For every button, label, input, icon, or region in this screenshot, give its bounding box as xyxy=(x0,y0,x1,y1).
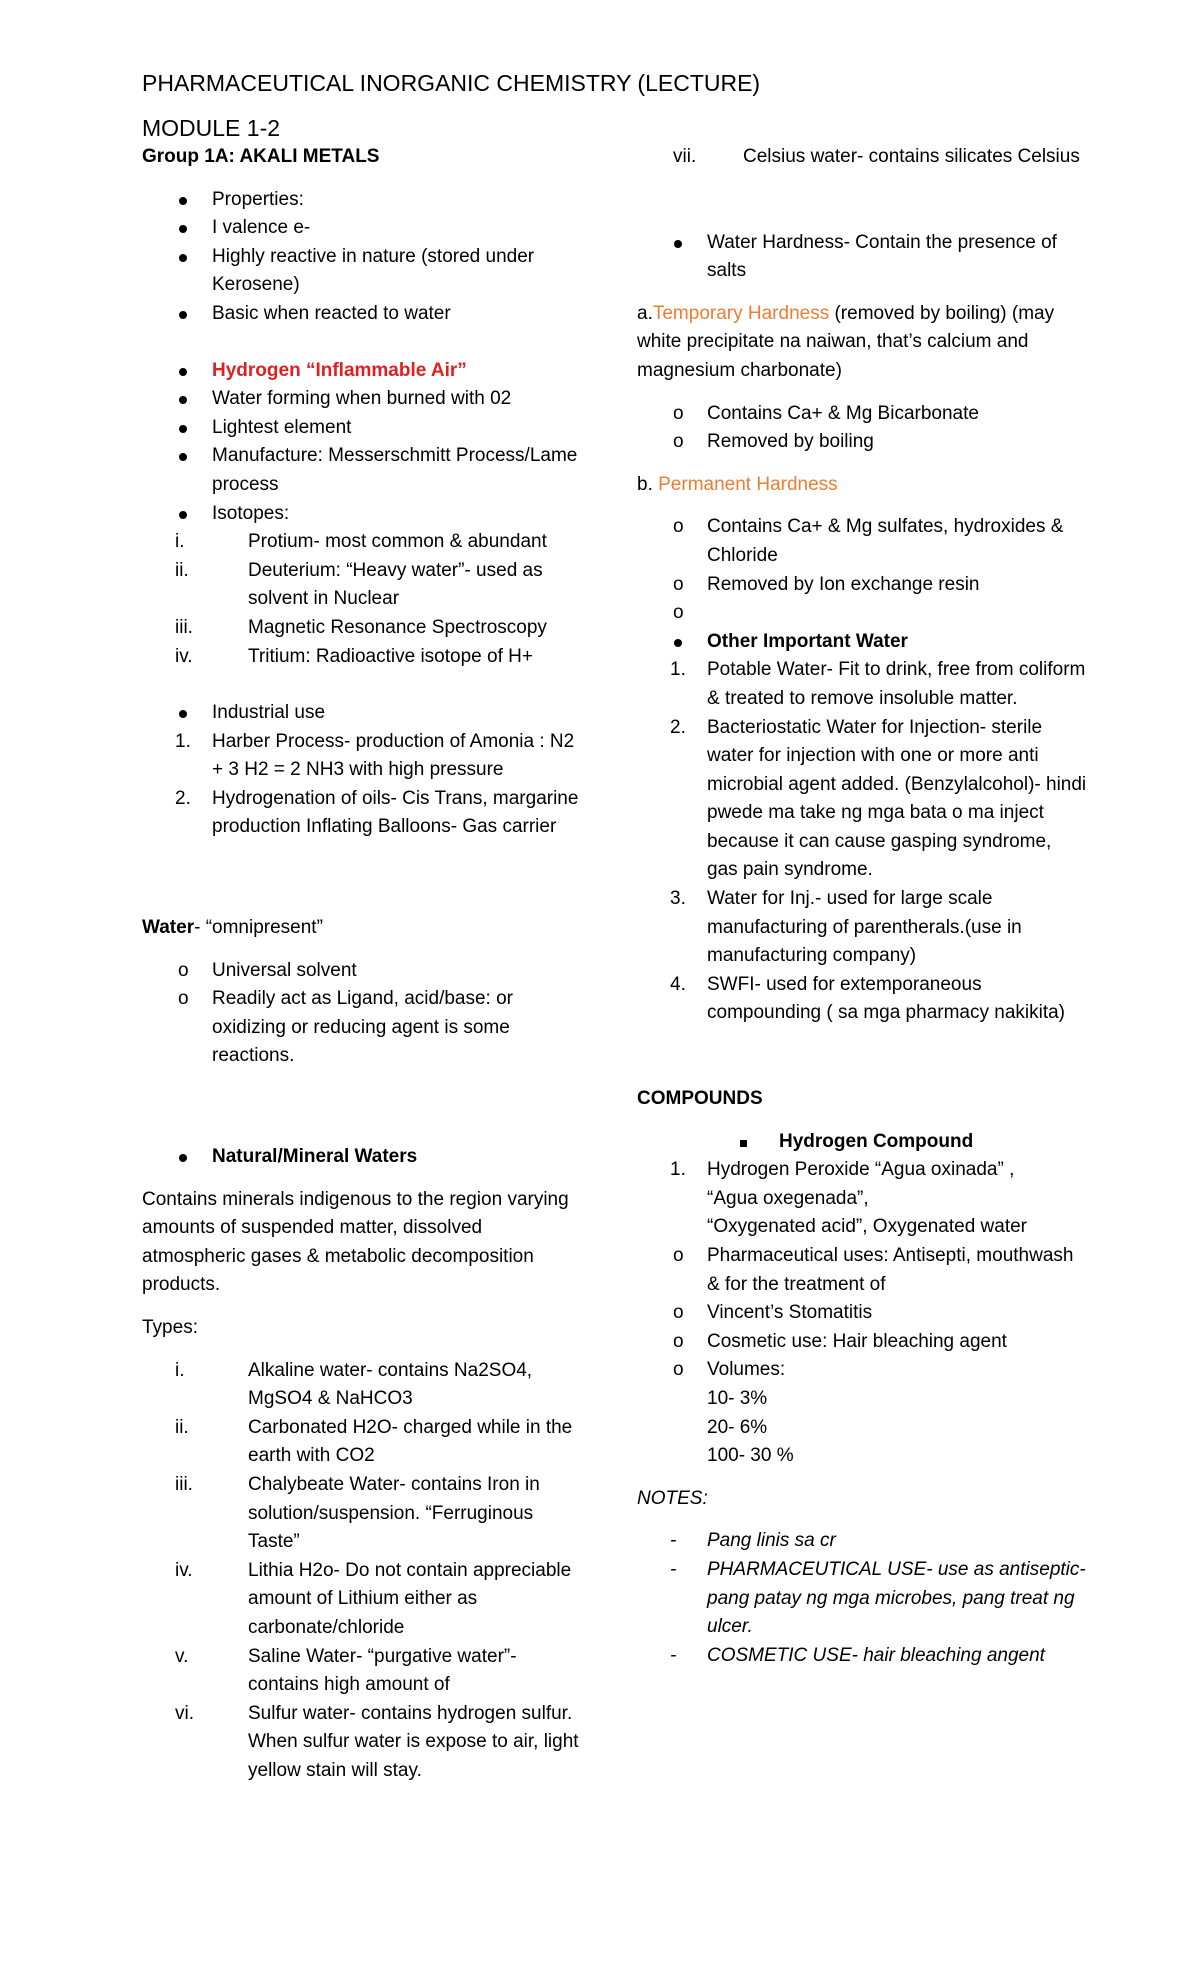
circle-bullet-icon: o xyxy=(178,988,189,1010)
list-item: I valence e- xyxy=(142,214,582,243)
circle-bullet-icon: o xyxy=(673,602,684,624)
bullet-icon xyxy=(179,396,187,404)
numbered-item: 2. Bacteriostatic Water for Injection- sterile water for injection with one or more anti microbial agent added. (Benzylalcohol)- hindi pwede ma take ng mga bata o ma inject because it can cause gasping syndrome, gas pain syndrome. xyxy=(670,716,1087,881)
list-item: Lightest element xyxy=(142,414,582,443)
isotope-item: ii. Deuterium: “Heavy water”- used as solvent in Nuclear xyxy=(175,559,543,610)
list-item: Isotopes: xyxy=(142,500,582,529)
numbered-item: 3. Water for Inj.- used for large scale manufacturing of parentherals.(use in manufacturing company) xyxy=(670,888,1022,967)
list-item: o Volumes: xyxy=(673,1359,786,1381)
type-item: vi. Sulfur water- contains hydrogen sulfur. When sulfur water is expose to air, light yellow stain will stay. xyxy=(175,1702,579,1781)
bullet-icon xyxy=(674,240,682,248)
natural-water-heading: Natural/Mineral Waters xyxy=(142,1143,582,1172)
left-column xyxy=(142,143,582,1786)
notes-label: NOTES: xyxy=(637,1487,708,1509)
bullet-icon xyxy=(179,225,187,233)
bullet-icon xyxy=(179,511,187,519)
group-heading: Group 1A: AKALI METALS xyxy=(142,146,380,167)
volume-line: 100- 30 % xyxy=(707,1445,794,1467)
numbered-item: 1. Harber Process- production of Amonia : N2 + 3 H2 = 2 NH3 with high pressure xyxy=(175,730,575,781)
bullet-icon xyxy=(179,425,187,433)
note-item: - COSMETIC USE- hair bleaching angent xyxy=(670,1644,1045,1666)
list-item xyxy=(637,599,1087,628)
circle-bullet-icon: o xyxy=(673,573,684,595)
circle-bullet-icon: o xyxy=(673,516,684,538)
bullet-icon xyxy=(179,368,187,376)
temporary-hardness-paragraph: a.Temporary Hardness (removed by boiling) (may white precipitate na naiwan, that’s calcium and magnesium charbonate) xyxy=(637,302,1055,381)
hardness-heading: Water Hardness- Contain the presence of salts xyxy=(637,229,1087,286)
type-item: i. Alkaline water- contains Na2SO4, MgSO4 & NaHCO3 xyxy=(175,1359,533,1410)
type-item: v. Saline Water- “purgative water”- contains high amount of xyxy=(175,1645,517,1696)
list-item: Basic when reacted to water xyxy=(142,300,582,329)
circle-bullet-icon: o xyxy=(673,1245,684,1266)
list-item: o Vincent’s Stomatitis xyxy=(673,1302,873,1324)
natural-water-description: Contains minerals indigenous to the region varying amounts of suspended matter, dissolved atmospheric gases & metabolic decomposition products. xyxy=(142,1188,569,1296)
circle-bullet-icon: o xyxy=(673,431,684,453)
type-item: iv. Lithia H2o- Do not contain appreciable amount of Lithium either as carbonate/chloride xyxy=(175,1559,572,1638)
list-item: Water forming when burned with 02 xyxy=(142,385,582,414)
bullet-icon xyxy=(179,254,187,262)
water-heading: Water- “omnipresent” xyxy=(142,917,323,939)
numbered-item: 2. Hydrogenation of oils- Cis Trans, margarine production Inflating Balloons- Gas carrier xyxy=(175,787,579,838)
volume-line: 10- 3% xyxy=(707,1387,768,1409)
other-water-heading: Other Important Water xyxy=(637,628,1087,657)
isotope-item: iv. Tritium: Radioactive isotope of H+ xyxy=(175,645,533,667)
circle-bullet-icon: o xyxy=(673,1330,684,1352)
numbered-item: 1. Hydrogen Peroxide “Agua oxinada” , “Agua oxegenada”, “Oxygenated acid”, Oxygenated water xyxy=(670,1159,1028,1238)
note-item: - Pang linis sa cr xyxy=(670,1530,836,1552)
volume-line: 20- 6% xyxy=(707,1416,768,1438)
note-item: - PHARMACEUTICAL USE- use as antiseptic- pang patay ng mga microbes, pang treat ng ulcer. xyxy=(670,1558,1086,1638)
industrial-heading: Industrial use xyxy=(142,699,582,728)
list-item: Manufacture: Messerschmitt Process/Lame process xyxy=(142,442,582,499)
isotope-item: i. Protium- most common & abundant xyxy=(175,531,547,553)
hydrogen-heading: Hydrogen “Inflammable Air” xyxy=(142,357,582,386)
types-label: Types: xyxy=(142,1317,198,1338)
list-item: o Pharmaceutical uses: Antisepti, mouthwash & for the treatment of xyxy=(673,1245,1074,1295)
bullet-icon xyxy=(674,639,682,647)
type-item: vii. Celsius water- contains silicates Celsius xyxy=(673,146,1080,167)
numbered-item: 1. Potable Water- Fit to drink, free from coliform & treated to remove insoluble matter. xyxy=(670,659,1086,709)
numbered-item: 4. SWFI- used for extemporaneous compounding ( sa mga pharmacy nakikita) xyxy=(670,973,1066,1024)
list-item: o Universal solvent xyxy=(178,959,357,981)
circle-bullet-icon: o xyxy=(673,402,684,424)
hydrogen-compound-heading: Hydrogen Compound xyxy=(637,1128,1087,1157)
isotope-item: iii. Magnetic Resonance Spectroscopy xyxy=(175,616,547,638)
bullet-icon xyxy=(179,311,187,319)
list-item: Properties: xyxy=(142,186,582,215)
compounds-heading: COMPOUNDS xyxy=(637,1088,763,1110)
bullet-icon xyxy=(179,1154,187,1162)
circle-bullet-icon: o xyxy=(673,1359,684,1381)
bullet-icon xyxy=(179,197,187,205)
list-item: o Removed by boiling xyxy=(673,431,874,453)
bullet-icon xyxy=(179,710,187,718)
type-item: ii. Carbonated H2O- charged while in the earth with CO2 xyxy=(175,1416,573,1467)
right-column xyxy=(637,143,1087,1670)
list-item: o Removed by Ion exchange resin xyxy=(673,573,980,595)
bullet-icon xyxy=(179,453,187,461)
module-heading: MODULE 1-2 xyxy=(142,115,281,141)
list-item: o Contains Ca+ & Mg sulfates, hydroxides & Chloride xyxy=(673,516,1064,566)
type-item: iii. Chalybeate Water- contains Iron in solution/suspension. “Ferruginous Taste” xyxy=(175,1473,540,1553)
page-title: PHARMACEUTICAL INORGANIC CHEMISTRY (LECTURE) xyxy=(142,70,761,96)
list-item: o Cosmetic use: Hair bleaching agent xyxy=(673,1330,1007,1352)
circle-bullet-icon: o xyxy=(178,959,189,981)
list-item: o Readily act as Ligand, acid/base: or oxidizing or reducing agent is some reactions. xyxy=(178,988,514,1067)
list-item: o Contains Ca+ & Mg Bicarbonate xyxy=(673,402,979,424)
list-item: Highly reactive in nature (stored under Kerosene) xyxy=(142,243,582,300)
permanent-hardness-heading: b. Permanent Hardness xyxy=(637,473,838,495)
square-bullet-icon xyxy=(740,1140,747,1147)
circle-bullet-icon: o xyxy=(673,1302,684,1324)
